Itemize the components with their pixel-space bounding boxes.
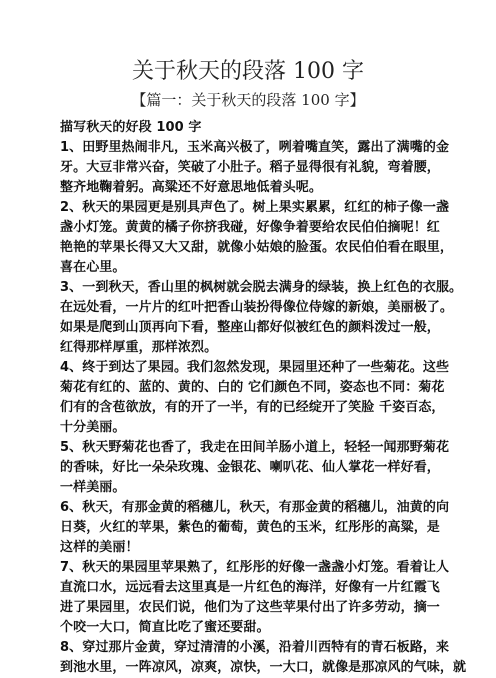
paragraph-line: 7、秋天的果园里苹果熟了，红彤彤的好像一盏盏小灯笼。看着让人 <box>60 560 450 575</box>
paragraph-line: 喜在心里。 <box>60 260 126 275</box>
paragraph-line: 日葵，火红的苹果，紫色的葡萄，黄色的玉米，红彤彤的高粱，是 <box>60 520 440 535</box>
document-body <box>60 118 467 678</box>
paragraph-line: 十分美丽。 <box>60 420 126 435</box>
paragraph-line: 菊花有红的、蓝的、黄的、白的 它们颜色不同，姿态也不同：菊花 <box>60 380 445 395</box>
document-subtitle: 【篇一：关于秋天的段落 100 字】 <box>131 91 365 109</box>
paragraph-line: 牙。大豆非常兴奋，笑破了小肚子。稻子显得很有礼貌，弯着腰， <box>60 160 440 175</box>
paragraph-line: 这样的美丽！ <box>60 540 139 555</box>
paragraph-line: 到池水里，一阵凉风，凉爽，凉快，一大口，就像是那凉风的气味，就 <box>60 660 467 675</box>
paragraph-line: 红得那样厚重，那样浓烈。 <box>60 340 218 355</box>
paragraph-line: 1、田野里热闹非凡，玉米高兴极了，咧着嘴直笑，露出了满嘴的金 <box>60 140 450 155</box>
paragraph-line: 如果是爬到山顶再向下看，整座山都好似被红色的颜料泼过一般， <box>60 320 440 335</box>
paragraph-line: 个咬一大口，简直比吃了蜜还要甜。 <box>60 620 270 635</box>
paragraph-line: 盏小灯笼。黄黄的橘子你挤我碰，好像争着要给农民伯伯摘呢！红 <box>60 220 440 235</box>
paragraph-line: 直流口水，远远看去这里真是一片红色的海洋，好像有一片红霞飞 <box>60 580 440 595</box>
section-heading: 描写秋天的好段 100 字 <box>60 120 202 135</box>
paragraph-line: 们有的含苞欲放，有的开了一半，有的已经绽开了笑脸 千姿百态， <box>60 400 445 415</box>
paragraph-line: 在远处看，一片片的红叶把香山装扮得像位侍嫁的新娘，美丽极了。 <box>60 300 454 315</box>
paragraph-line: 的香味，好比一朵朵玫瑰、金银花、喇叭花、仙人掌花一样好看， <box>60 460 440 475</box>
paragraph-line: 整齐地鞠着躬。高粱还不好意思地低着头呢。 <box>60 180 323 195</box>
paragraph-line: 2、秋天的果园更是别具声色了。树上果实累累，红红的柿子像一盏 <box>60 200 450 215</box>
paragraph-line: 5、秋天野菊花也香了，我走在田间羊肠小道上，轻轻一闻那野菊花 <box>60 440 450 455</box>
paragraph-line: 艳艳的苹果长得又大又甜，就像小姑娘的脸蛋。农民伯伯看在眼里， <box>60 240 454 255</box>
paragraph-line: 进了果园里，农民们说，他们为了这些苹果付出了许多劳动，摘一 <box>60 600 440 615</box>
paragraph-line: 3、一到秋天，香山里的枫树就会脱去满身的绿装，换上红色的衣服。 <box>60 280 463 295</box>
document-title: 关于秋天的段落 100 字 <box>132 59 364 84</box>
paragraph-line: 8、穿过那片金黄，穿过清清的小溪，沿着川西特有的青石板路，来 <box>60 640 450 655</box>
paragraph-line: 4、终于到达了果园。我们忽然发现，果园里还种了一些菊花。这些 <box>60 360 450 375</box>
paragraph-line: 一样美丽。 <box>60 480 126 495</box>
paragraph-line: 6、秋天，有那金黄的稻穗儿，秋天，有那金黄的稻穗儿，油黄的向 <box>60 500 450 515</box>
